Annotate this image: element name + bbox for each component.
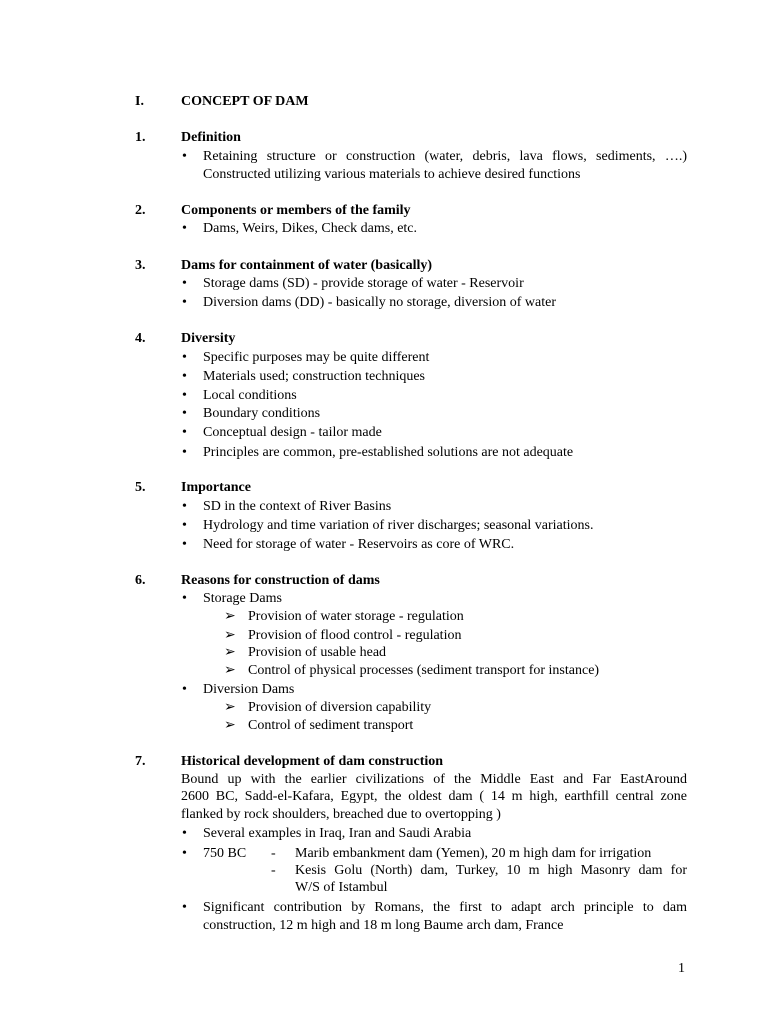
item-text: Marib embankment dam (Yemen), 20 m high dam for irrigation (295, 846, 652, 861)
item-text: Diversion Dams (203, 682, 295, 697)
sub-list-item (0, 644, 768, 662)
sub-list-item (0, 627, 768, 645)
paragraph-line: 2600 BC, Sadd-el-Kafara, Egypt, the oldest dam ( 14 m high, earthfill central zone (181, 789, 687, 804)
item-text-continued: Constructed utilizing various materials to achieve desired functions (203, 167, 581, 182)
dash-marker: - (271, 846, 276, 861)
section-number: 5. (135, 480, 146, 495)
item-text: Dams, Weirs, Dikes, Check dams, etc. (203, 221, 418, 236)
item-text: Need for storage of water - Reservoirs as core of WRC. (203, 537, 515, 552)
section-number: 4. (135, 331, 146, 346)
item-text: Principles are common, pre-established solutions are not adequate (203, 445, 574, 460)
list-item (0, 148, 768, 166)
section-number: 1. (135, 130, 146, 145)
item-text: Diversion dams (DD) - basically no storage, diversion of water (203, 295, 557, 310)
document-title (0, 93, 768, 111)
arrow-bullet-icon: ➢ (224, 609, 236, 624)
bullet-icon: • (182, 537, 187, 552)
paragraph-line: flanked by rock shoulders, breached due to overtopping ) (181, 807, 501, 822)
bullet-icon: • (182, 350, 187, 365)
list-item (0, 899, 768, 917)
bullet-icon: • (182, 149, 187, 164)
section-heading: Dams for containment of water (basically) (181, 258, 433, 273)
list-item (0, 444, 768, 462)
section-heading: Components or members of the family (181, 203, 411, 218)
era-label: 750 BC (203, 846, 247, 861)
item-text: Control of physical processes (sediment transport for instance) (248, 663, 600, 678)
list-item (0, 220, 768, 238)
item-text: Specific purposes may be quite different (203, 350, 430, 365)
item-text: Storage dams (SD) - provide storage of water - Reservoir (203, 276, 524, 291)
arrow-bullet-icon: ➢ (224, 663, 236, 678)
sub-list-item (0, 699, 768, 717)
bullet-icon: • (182, 846, 187, 861)
page-number: 1 (678, 961, 685, 976)
item-text: Provision of flood control - regulation (248, 628, 462, 643)
item-text: Retaining structure or construction (water, debris, lava flows, sediments, ….) (203, 149, 687, 164)
bullet-icon: • (182, 425, 187, 440)
section-heading: Definition (181, 130, 241, 145)
item-text: Boundary conditions (203, 406, 321, 421)
section-heading: Importance (181, 480, 251, 495)
item-text: Storage Dams (203, 591, 282, 606)
arrow-bullet-icon: ➢ (224, 718, 236, 733)
item-text: Provision of usable head (248, 645, 387, 660)
arrow-bullet-icon: ➢ (224, 628, 236, 643)
sub-list-item (0, 717, 768, 735)
bullet-icon: • (182, 591, 187, 606)
section-heading: Reasons for construction of dams (181, 573, 380, 588)
item-text: Several examples in Iraq, Iran and Saudi Arabia (203, 826, 472, 841)
section-number: 3. (135, 258, 146, 273)
bullet-icon: • (182, 518, 187, 533)
title-text: CONCEPT OF DAM (181, 94, 309, 109)
item-text: Kesis Golu (North) dam, Turkey, 10 m high Masonry dam for (295, 863, 687, 878)
list-item (0, 825, 768, 843)
arrow-bullet-icon: ➢ (224, 645, 236, 660)
bullet-icon: • (182, 221, 187, 236)
list-item (0, 387, 768, 405)
bullet-icon: • (182, 369, 187, 384)
bullet-icon: • (182, 445, 187, 460)
bullet-icon: • (182, 406, 187, 421)
list-item (0, 424, 768, 442)
item-text: SD in the context of River Basins (203, 499, 392, 514)
section-heading: Historical development of dam construction (181, 754, 444, 769)
bullet-icon: • (182, 276, 187, 291)
bullet-icon: • (182, 900, 187, 915)
sub-list-item (0, 662, 768, 680)
list-item (0, 275, 768, 293)
item-text: Materials used; construction techniques (203, 369, 425, 384)
section-number: 2. (135, 203, 146, 218)
item-text: Provision of diversion capability (248, 700, 432, 715)
list-item (0, 536, 768, 554)
item-text: Hydrology and time variation of river discharges; seasonal variations. (203, 518, 594, 533)
item-text: Control of sediment transport (248, 718, 414, 733)
list-item (0, 845, 768, 863)
section-heading: Diversity (181, 331, 236, 346)
list-item (0, 349, 768, 367)
list-item (0, 590, 768, 608)
bullet-icon: • (182, 388, 187, 403)
item-text: Provision of water storage - regulation (248, 609, 464, 624)
bullet-icon: • (182, 499, 187, 514)
list-item (0, 498, 768, 516)
item-text: Conceptual design - tailor made (203, 425, 382, 440)
section-number: 7. (135, 754, 146, 769)
item-text: Significant contribution by Romans, the first to adapt arch principle to dam (203, 900, 687, 915)
list-item (0, 681, 768, 699)
item-text-continued: construction, 12 m high and 18 m long Baume arch dam, France (203, 918, 564, 933)
list-item (0, 517, 768, 535)
list-item (0, 405, 768, 423)
paragraph-line: Bound up with the earlier civilizations of the Middle East and Far EastAround (181, 772, 687, 787)
item-text: Local conditions (203, 388, 297, 403)
bullet-icon: • (182, 826, 187, 841)
list-item (0, 294, 768, 312)
arrow-bullet-icon: ➢ (224, 700, 236, 715)
list-item (0, 368, 768, 386)
item-text-continued: W/S of Istambul (295, 880, 388, 895)
bullet-icon: • (182, 682, 187, 697)
dash-marker: - (271, 863, 276, 878)
section-number: 6. (135, 573, 146, 588)
sub-list-item (0, 608, 768, 626)
title-number: I. (135, 94, 144, 109)
sub-list-item (0, 862, 768, 880)
bullet-icon: • (182, 295, 187, 310)
